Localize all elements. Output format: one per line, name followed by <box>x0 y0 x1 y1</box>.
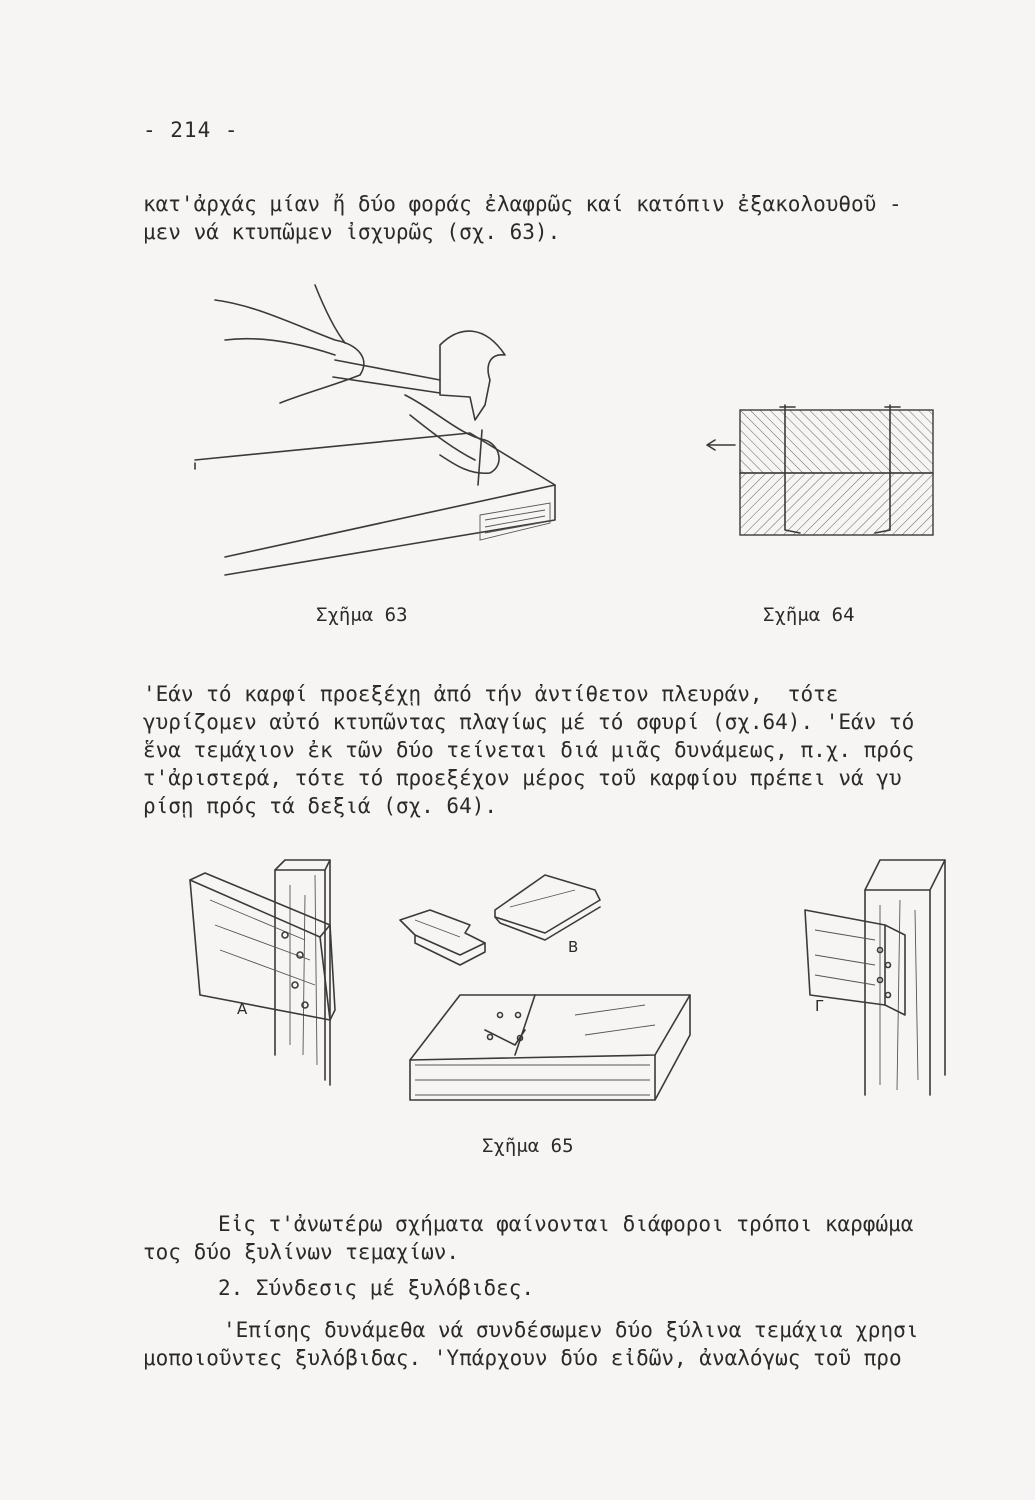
figure-64-caption: Σχῆμα 64 <box>763 604 855 626</box>
figure-65-illustration <box>185 855 985 1100</box>
figure-63-caption: Σχῆμα 63 <box>316 604 408 626</box>
text-line: 'Επίσης δυνάμεθα νά συνδέσωμεν δύο ξύλινα τεμάχια χρησι <box>223 1318 919 1342</box>
text-line: ρίσῃ πρός τά δεξιά (σχ. 64). <box>143 794 498 818</box>
paragraph-middle <box>143 680 988 820</box>
section-heading: 2. Σύνδεσις μέ ξυλόβιδες. <box>218 1276 535 1300</box>
page-number: - 214 - <box>143 118 239 142</box>
text-line: 'Εάν τό καρφί προεξέχῃ ἀπό τήν ἀντίθετον πλευράν, τότε <box>143 682 839 706</box>
paragraph-last <box>143 1316 988 1372</box>
text-line: κατ'ἀρχάς μίαν ἤ δύο φοράς ἐλαφρῶς καί κατόπιν ἐξακολουθοῦ - <box>143 192 902 216</box>
paragraph-intro <box>143 190 988 246</box>
figure-63-illustration <box>185 285 565 585</box>
figure-65-label-g: Γ <box>815 997 824 1015</box>
text-line: Εἰς τ'ἀνωτέρω σχήματα φαίνονται διάφοροι τρόποι καρφώμα <box>218 1212 914 1236</box>
figure-65-label-b: Β <box>568 938 579 956</box>
figure-64-illustration <box>705 405 940 540</box>
figure-65-caption: Σχῆμα 65 <box>482 1135 574 1157</box>
text-line: ἕνα τεμάχιον ἐκ τῶν δύο τείνεται διά μιᾶς δυνάμεως, π.χ. πρός <box>143 738 915 762</box>
figure-65-label-a: Α <box>237 1000 248 1018</box>
text-line: τος δύο ξυλίνων τεμαχίων. <box>143 1240 460 1264</box>
paragraph-after <box>143 1210 988 1266</box>
text-line: τ'ἀριστερά, τότε τό προεξέχον μέρος τοῦ καρφίου πρέπει νά γυ <box>143 766 902 790</box>
text-line: μοποιοῦντες ξυλόβιδας. 'Υπάρχουν δύο εἰδῶν, ἀναλόγως τοῦ προ <box>143 1346 902 1370</box>
text-line: μεν νά κτυπῶμεν ἰσχυρῶς (σχ. 63). <box>143 220 561 244</box>
text-line: γυρίζομεν αὐτό κτυπῶντας πλαγίως μέ τό σφυρί (σχ.64). 'Εάν τό <box>143 710 915 734</box>
